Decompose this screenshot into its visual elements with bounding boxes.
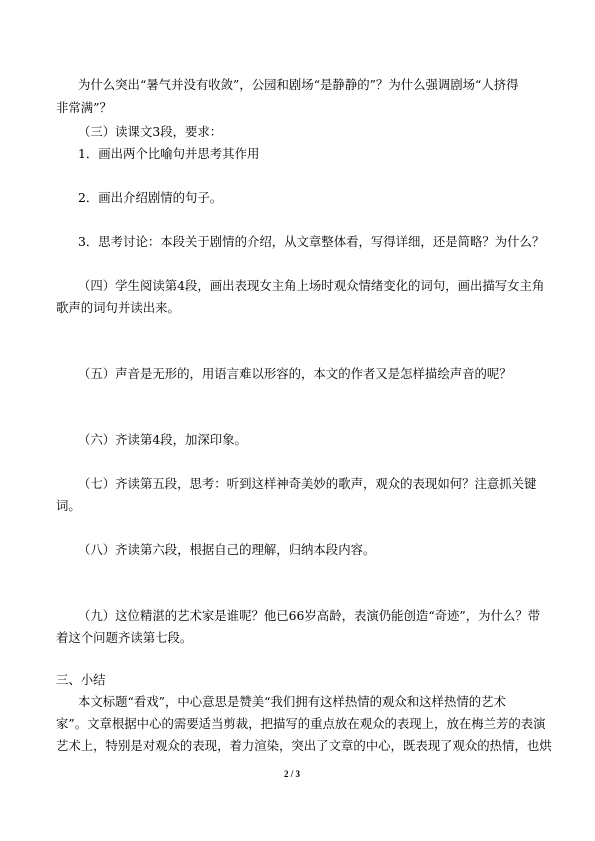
list-item: 3．思考讨论：本段关于剧情的介绍，从文章整体看，写得详细，还是简略？为什么？	[78, 234, 545, 249]
section-line: （七）齐读第五段，思考：听到这样神奇美妙的歌声，观众的表现如何？注意抓关键	[78, 476, 537, 491]
paragraph-line: 为什么突出“暑气并没有收敛”，公园和剧场“是静静的”？为什么强调剧场“人挤得	[78, 77, 519, 92]
summary-line: 家”。文章根据中心的需要适当剪裁，把描写的重点放在观众的表现上，放在梅兰芳的表演	[56, 716, 546, 731]
summary-line: 艺术上，特别是对观众的表现，着力渲染，突出了文章的中心，既表现了观众的热情，也烘	[56, 738, 552, 753]
section-line: （九）这位精湛的艺术家是谁呢？他已66岁高龄，表演仍能创造“奇迹”，为什么？带	[78, 608, 541, 623]
page-number: 2 / 3	[284, 769, 301, 779]
section-line: （六）齐读第4段，加深印象。	[78, 432, 247, 447]
section-line: 着这个问题齐读第七段。	[56, 630, 193, 645]
section-heading: （三）读课文3段，要求：	[78, 124, 223, 139]
list-item: 1．画出两个比喻句并思考其作用	[78, 146, 260, 161]
section-line: 歌声的词句并读出来。	[56, 300, 180, 315]
paragraph-line: 非常满”？	[56, 100, 112, 115]
summary-heading: 三、小结	[56, 672, 106, 687]
section-line: （五）声音是无形的，用语言难以形容的，本文的作者又是怎样描绘声音的呢？	[78, 366, 512, 381]
summary-line: 本文标题“看戏”，中心意思是赞美“我们拥有这样热情的观众和这样热情的艺术	[78, 694, 506, 709]
list-item: 2．画出介绍剧情的句子。	[78, 190, 223, 205]
section-line: （八）齐读第六段，根据自己的理解，归纳本段内容。	[78, 542, 376, 557]
section-line: 词。	[56, 498, 81, 513]
section-line: （四）学生阅读第4段，画出表现女主角上场时观众情绪变化的词句，画出描写女主角	[78, 278, 545, 293]
